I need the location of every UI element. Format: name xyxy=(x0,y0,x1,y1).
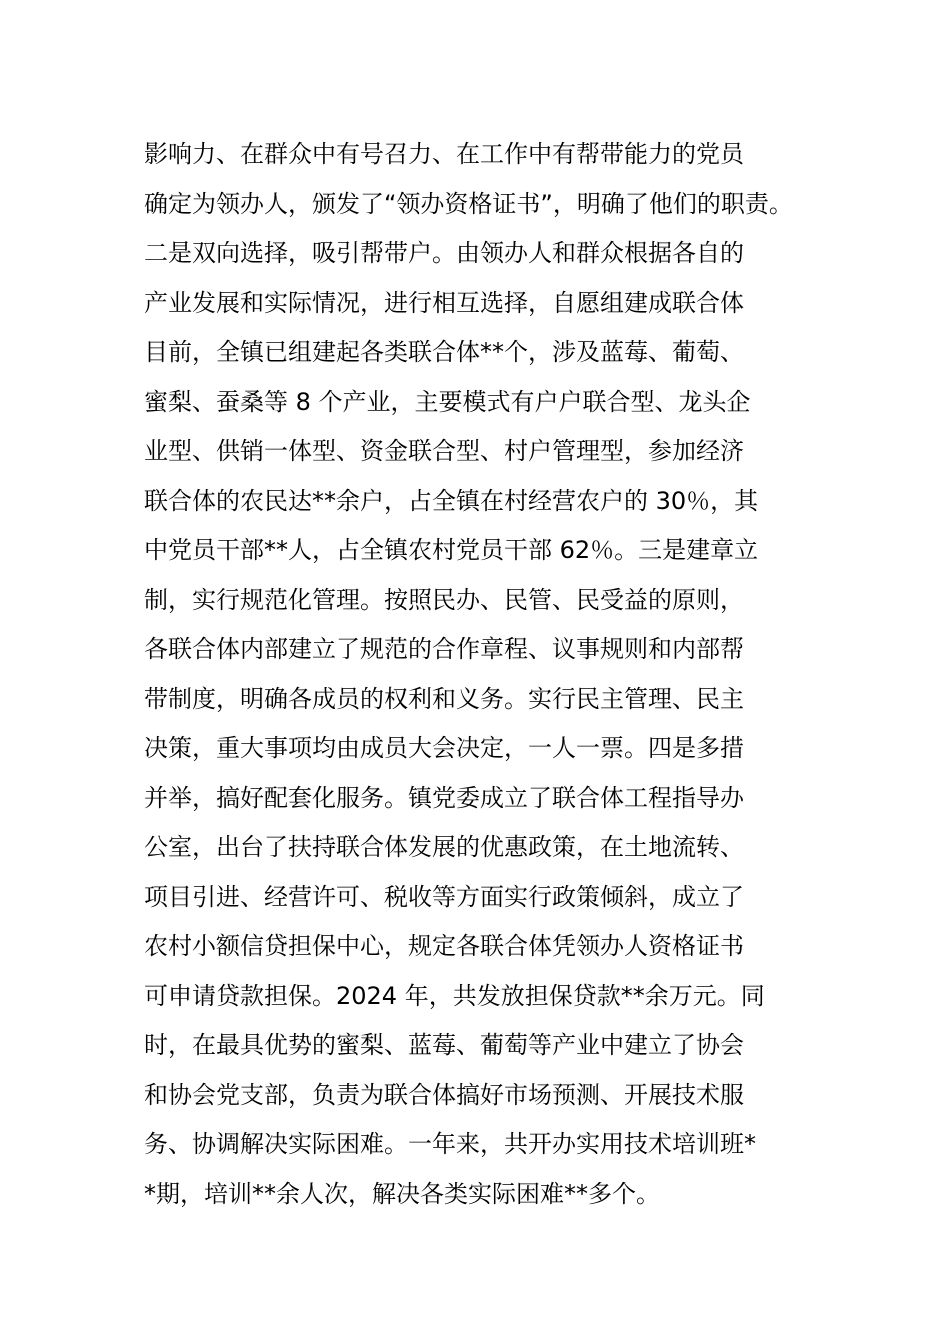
text-line: 各联合体内部建立了规范的合作章程、议事规则和内部帮 xyxy=(144,635,744,663)
text-line: 务、协调解决实际困难。一年来，共开办实用技术培训班* xyxy=(144,1130,756,1158)
text-line: 二是双向选择，吸引帮带户。由领办人和群众根据各自的 xyxy=(144,239,744,267)
text-line: 联合体的农民达**余户，占全镇在村经营农户的 30％，其 xyxy=(144,486,759,515)
text-line: 公室，出台了扶持联合体发展的优惠政策，在土地流转、 xyxy=(144,833,744,861)
text-line: 农村小额信贷担保中心，规定各联合体凭领办人资格证书 xyxy=(144,932,744,960)
text-line: 和协会党支部，负责为联合体搞好市场预测、开展技术服 xyxy=(144,1080,744,1109)
text-line: 带制度，明确各成员的权利和义务。实行民主管理、民主 xyxy=(144,684,744,713)
text-line: 并举，搞好配套化服务。镇党委成立了联合体工程指导办 xyxy=(144,783,744,812)
text-line: 制，实行规范化管理。按照民办、民管、民受益的原则， xyxy=(144,585,744,614)
text-line: 项目引进、经营许可、税收等方面实行政策倾斜，成立了 xyxy=(144,882,744,911)
text-line: 蜜梨、蚕桑等 8 个产业，主要模式有户户联合型、龙头企 xyxy=(144,387,751,416)
text-line: 影响力、在群众中有号召力、在工作中有帮带能力的党员 xyxy=(144,140,744,168)
text-line: 中党员干部**人，占全镇农村党员干部 62％。三是建章立 xyxy=(144,536,759,564)
text-line: 业型、供销一体型、资金联合型、村户管理型，参加经济 xyxy=(144,437,744,465)
text-line: 时，在最具优势的蜜梨、蓝莓、葡萄等产业中建立了协会 xyxy=(144,1031,744,1059)
text-line: 决策，重大事项均由成员大会决定，一人一票。四是多措 xyxy=(144,734,744,762)
text-line: 可申请贷款担保。2024 年，共发放担保贷款**余万元。同 xyxy=(144,981,765,1010)
text-line: *期，培训**余人次，解决各类实际困难**多个。 xyxy=(144,1179,660,1208)
text-line: 产业发展和实际情况，进行相互选择，自愿组建成联合体 xyxy=(144,288,744,317)
text-line: 确定为领办人，颁发了“领办资格证书”，明确了他们的职责。 xyxy=(144,189,793,218)
body-paragraph xyxy=(144,130,824,1219)
text-line: 目前，全镇已组建起各类联合体**个，涉及蓝莓、葡萄、 xyxy=(144,338,744,366)
